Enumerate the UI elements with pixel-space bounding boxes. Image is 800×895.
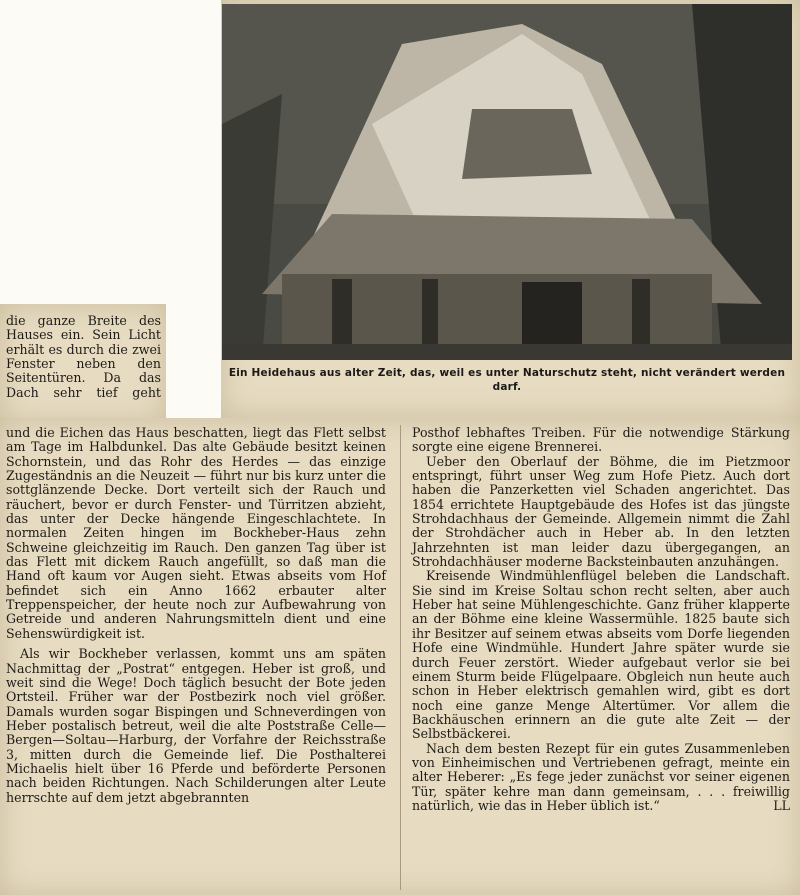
article-column-right (412, 426, 790, 814)
article-paragraph: Als wir Bockheber verlassen, kommt uns am späten Nachmittag der „Postrat“ entgegen. Heber ist groß, und weit sind die Wege! Doch täglich besucht der Bote jeden Ortsteil. Früher war der Postbezirk noch viel größer. Damals wurden sogar Bispingen und Schneverdingen von Heber postalisch betreut, weil die alte Poststraße Celle—Bergen—Soltau—Harburg, der Vorfahre der Reichsstraße 3, mitten durch die Gemeinde lief. Die Posthalterei Michaelis hielt über 16 Pferde und beförderte Personen nach beiden Richtungen. Nach Schilderungen alter Leute herrschte auf dem jetzt abgebrannten (6, 646, 386, 805)
author-signature: LL (773, 798, 790, 814)
article-column-left (6, 426, 386, 805)
article-paragraph: Nach dem besten Rezept für ein gutes Zusammenleben von Einheimischen und Vertriebenen gefragt, meinte ein alter Heberer: „Es fege jeder zunächst vor seiner eigenen Tür, später kehre man dann gemeinsam, . . . freiwillig natürlich, wie das in Heber üblich ist.“ (412, 740, 790, 813)
heath-house-photo-icon (222, 4, 792, 360)
photo-caption: Ein Heidehaus aus alter Zeit, das, weil es unter Naturschutz steht, nicht verändert werden darf. (228, 367, 786, 393)
article-paragraph: die ganze Breite des Hauses ein. Sein Licht erhält es durch die zwei Fenster neben den Seitentüren. Da das Dach sehr tief geht (6, 313, 161, 400)
article-paragraph: und die Eichen das Haus beschatten, liegt das Flett selbst am Tage im Halbdunkel. Das alte Gebäude besitzt keinen Schornstein, und das Rohr des Herdes — das einzige Zugeständnis an die Neuzeit — führt nur bis kurz unter die sottglänzende Decke. Dort verteilt sich der Rauch und räuchert, bevor er durch Fenster- und Türritzen abzieht, das unter der Decke hängende Eingeschlachtete. In normalen Zeiten hingen im Bockheber-Haus zehn Schweine gleichzeitig im Rauch. Den ganzen Tag über ist das Flett mit dickem Rauch angefüllt, so daß man die Hand oft kaum vor Augen sieht. Etwas abseits vom Hof befindet sich ein Anno 1662 erbauter alter Treppenspeicher, der heute noch zur Aufbewahrung von Getreide und anderen Nahrungsmitteln dient und eine Sehenswürdigkeit ist. (6, 425, 386, 641)
article-column-fragment (6, 314, 161, 400)
article-paragraph: Kreisende Windmühlenflügel beleben die Landschaft. Sie sind im Kreise Soltau schon recht selten, aber auch Heber hat seine Mühlengeschichte. Ganz früher klapperte an der Böhme eine kleine Wassermühle. 1825 baute sich ihr Besitzer auf seinem etwas abseits vom Dorfe liegenden Hofe eine Windmühle. Hundert Jahre später wurde sie durch Feuer zerstört. Wieder aufgebaut verlor sie bei einem Sturm beide Flügelpaare. Obgleich nun heute auch schon in Heber elektrisch gemahlen wird, gibt es dort noch eine ganze Menge Altertümer. Vor allem die Backhäuschen erinnern an die gute alte Zeit — der Selbstbäckerei. (412, 568, 790, 742)
heath-house-photo (222, 4, 792, 360)
article-paragraph: Posthof lebhaftes Treiben. Für die notwendige Stärkung sorgte eine eigene Brennerei. (412, 425, 790, 455)
column-divider (400, 425, 401, 890)
article-paragraph: Ueber den Oberlauf der Böhme, die im Pietzmoor entspringt, führt unser Weg zum Hofe Pietz. Auch dort haben die Panzerketten viel Schaden angerichtet. Das 1854 errichtete Hauptgebäude des Hofes ist das jüngste Strohdachhaus der Gemeinde. Allgemein nimmt die Zahl der Strohdächer auch in Heber ab. In den letzten Jahrzehnten ist man leider dazu übergegangen, an Strohdachhäuser moderne Backsteinbauten anzuhängen. (412, 453, 790, 570)
